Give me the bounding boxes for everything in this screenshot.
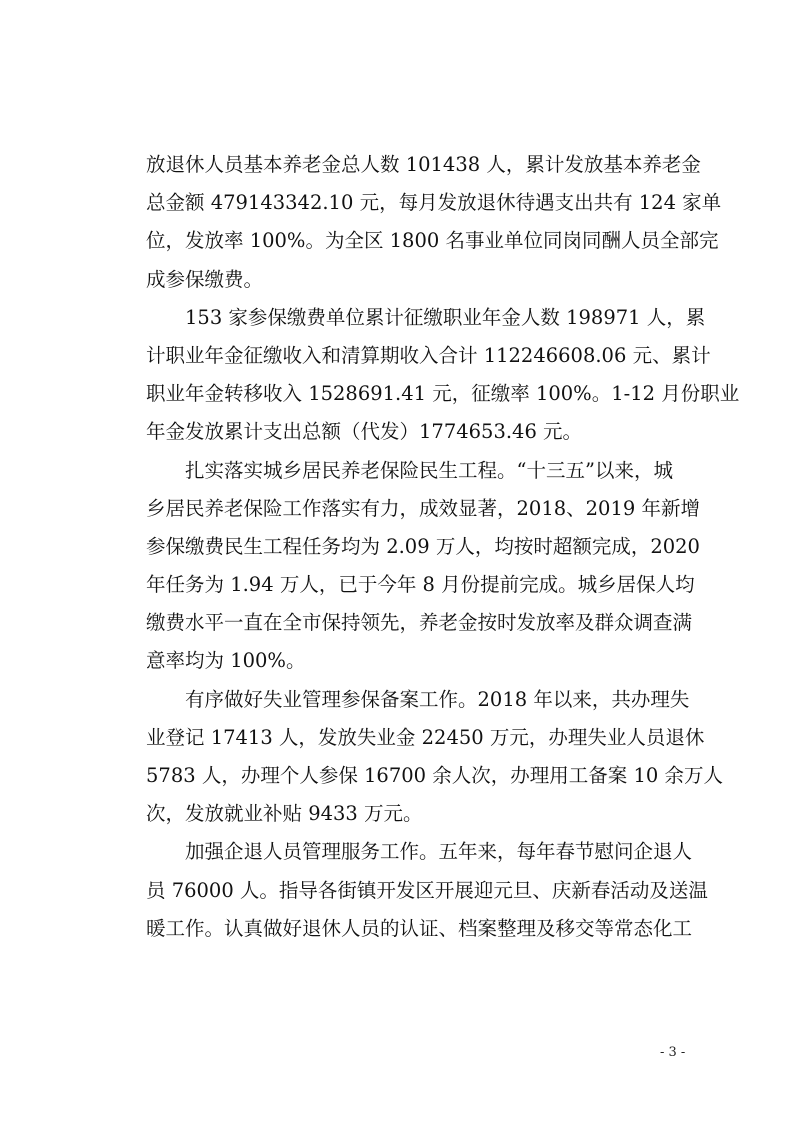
text-line: 次，发放就业补贴 9433 万元。 bbox=[146, 802, 423, 826]
text-line: 意率均为 100%。 bbox=[146, 649, 306, 673]
paragraph-retiree-services bbox=[146, 833, 708, 948]
text-line: 总金额 479143342.10 元，每月发放退休待遇支出共有 124 家单 bbox=[146, 191, 722, 215]
text-line: 年任务为 1.94 万人，已于今年 8 月份提前完成。城乡居保人均 bbox=[146, 573, 695, 597]
document-body bbox=[146, 146, 740, 948]
text-line: 5783 人，办理个人参保 16700 余人次，办理用工备案 10 余万人 bbox=[146, 764, 723, 787]
text-line: 参保缴费民生工程任务均为 2.09 万人，均按时超额完成，2020 bbox=[146, 534, 700, 558]
text-line: 职业年金转移收入 1528691.41 元，征缴率 100%。1-12 月份职业 bbox=[146, 382, 740, 406]
text-line: 业登记 17413 人，发放失业金 22450 万元，办理失业人员退休 bbox=[146, 725, 705, 749]
paragraph-pension-payment bbox=[146, 146, 722, 299]
paragraph-occupational-annuity bbox=[146, 299, 740, 452]
text-line: 年金发放累计支出总额（代发）1774653.46 元。 bbox=[146, 420, 583, 444]
text-line: 计职业年金征缴收入和清算期收入合计 112246608.06 元、累计 bbox=[146, 343, 711, 367]
paragraph-urban-rural-pension bbox=[146, 452, 700, 681]
text-line: 153 家参保缴费单位累计征缴职业年金人数 198971 人，累 bbox=[185, 305, 706, 329]
paragraph-unemployment-management bbox=[146, 681, 723, 834]
text-line: 放退休人员基本养老金总人数 101438 人，累计发放基本养老金 bbox=[146, 153, 701, 176]
text-line: 暖工作。认真做好退休人员的认证、档案整理及移交等常态化工 bbox=[146, 916, 693, 940]
text-line: 有序做好失业管理参保备案工作。2018 年以来，共办理失 bbox=[185, 687, 690, 711]
text-line: 员 76000 人。指导各街镇开发区开展迎元旦、庆新春活动及送温 bbox=[146, 878, 708, 902]
text-line: 缴费水平一直在全市保持领先，养老金按时发放率及群众调查满 bbox=[146, 611, 693, 635]
text-line: 扎实落实城乡居民养老保险民生工程。“十三五”以来，城 bbox=[185, 458, 673, 482]
page-number: - 3 - bbox=[660, 1045, 686, 1060]
text-line: 位，发放率 100%。为全区 1800 名事业单位同岗同酬人员全部完 bbox=[146, 229, 719, 253]
text-line: 加强企退人员管理服务工作。五年来，每年春节慰问企退人 bbox=[185, 840, 693, 864]
text-line: 成参保缴费。 bbox=[146, 267, 264, 291]
text-line: 乡居民养老保险工作落实有力，成效显著，2018、2019 年新增 bbox=[146, 496, 700, 520]
